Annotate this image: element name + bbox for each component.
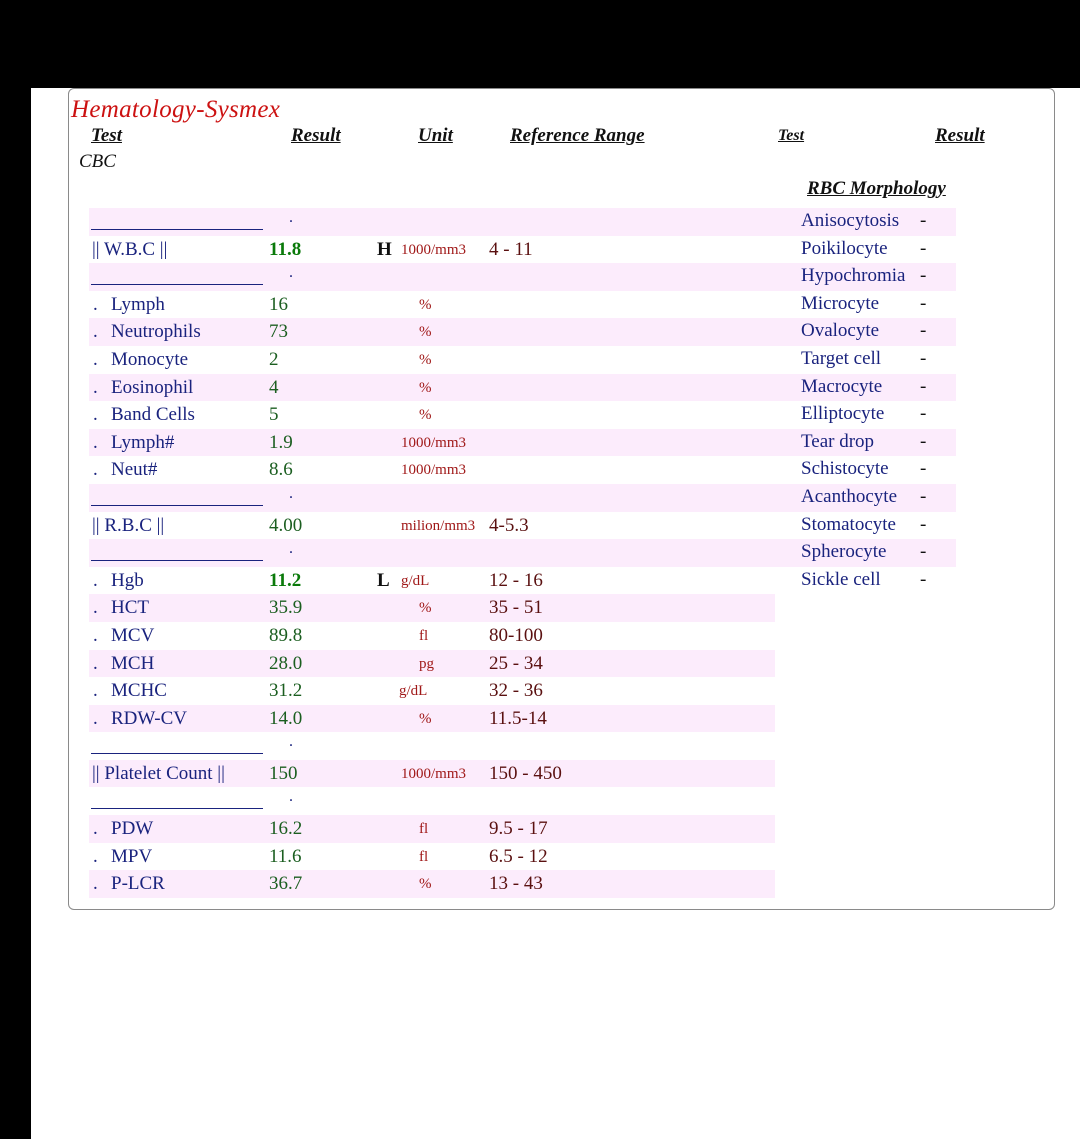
result-value: 4 — [269, 376, 279, 398]
test-name — [93, 818, 154, 840]
test-name — [93, 597, 149, 619]
morphology-row — [774, 401, 956, 429]
header-result: Result — [291, 125, 341, 146]
morphology-result: - — [920, 485, 927, 507]
morphology-name: Spherocyte — [801, 541, 887, 563]
reference-range: 25 - 34 — [489, 652, 543, 674]
unit-value: 1000/mm3 — [401, 462, 467, 479]
table-row — [89, 650, 775, 678]
row-bullet: . — [93, 707, 98, 729]
rbc-morphology-title: RBC Morphology — [807, 178, 946, 199]
row-bullet: . — [93, 873, 98, 895]
morphology-row — [774, 512, 956, 540]
morphology-row — [774, 539, 956, 567]
morphology-name: Stomatocyte — [801, 513, 896, 535]
group-name: || W.B.C || — [92, 238, 168, 260]
row-bullet: . — [93, 680, 98, 702]
test-name-label: MPV — [111, 845, 153, 867]
morphology-result: - — [920, 292, 927, 314]
table-row — [89, 567, 775, 595]
result-value: 11.6 — [269, 845, 302, 867]
test-name — [93, 293, 165, 316]
test-name-label: MCV — [111, 624, 155, 646]
reference-range: 150 - 450 — [489, 762, 562, 784]
unit-value: % — [419, 600, 432, 617]
test-name-label: P-LCR — [111, 873, 165, 895]
result-value: 11.8 — [269, 238, 302, 260]
morphology-result: - — [920, 320, 927, 342]
separator-line — [91, 284, 263, 285]
row-bullet: . — [93, 597, 98, 619]
result-value: 2 — [269, 348, 279, 370]
table-row — [89, 705, 775, 733]
rbc-morphology-table — [774, 208, 956, 594]
reference-range: 80-100 — [489, 624, 543, 646]
separator-line — [91, 229, 263, 230]
header-unit: Unit — [418, 125, 453, 146]
table-row — [89, 622, 775, 650]
result-value: 89.8 — [269, 624, 303, 646]
header-result-morphology: Result — [935, 125, 985, 146]
test-name-label: Neutrophils — [111, 321, 201, 343]
unit-value: % — [419, 876, 432, 893]
separator-dot: . — [289, 484, 293, 502]
unit-value: % — [419, 407, 432, 424]
hematology-report-card — [68, 88, 1055, 910]
separator-dot: . — [289, 788, 293, 806]
cbc-results-table — [89, 208, 775, 898]
result-value: 35.9 — [269, 597, 303, 619]
test-name-label: Eosinophil — [111, 376, 194, 398]
row-bullet: . — [93, 431, 98, 453]
unit-value: fl — [419, 848, 429, 865]
table-row — [89, 346, 775, 374]
result-value: 8.6 — [269, 459, 293, 481]
morphology-name: Macrocyte — [801, 375, 883, 397]
test-name — [93, 321, 201, 343]
unit-value: g/dL — [399, 683, 428, 700]
test-name — [93, 459, 158, 481]
separator-row — [89, 263, 775, 291]
test-name — [93, 348, 189, 371]
unit-value: 1000/mm3 — [401, 241, 467, 258]
unit-value: fl — [419, 627, 429, 644]
morphology-result: - — [920, 403, 927, 425]
morphology-row — [774, 374, 956, 402]
reference-range: 9.5 - 17 — [489, 818, 548, 840]
result-value: 14.0 — [269, 707, 303, 729]
morphology-row — [774, 567, 956, 595]
unit-value: pg — [419, 655, 434, 672]
morphology-result: - — [920, 430, 927, 452]
group-name: || R.B.C || — [92, 514, 165, 536]
morphology-result: - — [920, 265, 927, 287]
table-row — [89, 870, 775, 898]
morphology-row — [774, 263, 956, 291]
test-name — [93, 707, 187, 730]
row-bullet: . — [93, 624, 98, 646]
separator-line — [91, 753, 263, 754]
morphology-name: Sickle cell — [801, 568, 881, 590]
row-bullet: . — [93, 569, 98, 591]
test-name — [93, 873, 165, 895]
morphology-name: Elliptocyte — [801, 403, 885, 425]
test-name-label: HCT — [111, 597, 149, 619]
morphology-row — [774, 456, 956, 484]
row-bullet: . — [93, 376, 98, 398]
morphology-name: Hypochromia — [801, 265, 906, 287]
morphology-name: Poikilocyte — [801, 237, 888, 259]
row-bullet: . — [93, 404, 98, 426]
result-value: 5 — [269, 404, 279, 426]
test-name-label: MCH — [111, 652, 155, 674]
header-test: Test — [91, 125, 122, 146]
table-row — [89, 236, 775, 264]
section-label: CBC — [79, 151, 116, 172]
morphology-result: - — [920, 375, 927, 397]
morphology-name: Tear drop — [801, 430, 875, 452]
test-name — [93, 652, 155, 675]
row-bullet: . — [93, 293, 98, 315]
test-name-label: MCHC — [111, 680, 167, 702]
morphology-row — [774, 318, 956, 346]
morphology-name: Ovalocyte — [801, 320, 880, 342]
morphology-row — [774, 208, 956, 236]
morphology-row — [774, 236, 956, 264]
test-name-label: Monocyte — [111, 348, 189, 370]
separator-dot: . — [289, 733, 293, 751]
unit-value: % — [419, 379, 432, 396]
header-reference-range: Reference Range — [510, 125, 645, 146]
test-name-label: Hgb — [111, 569, 144, 591]
table-row — [89, 318, 775, 346]
unit-value: 1000/mm3 — [401, 434, 467, 451]
morphology-result: - — [920, 347, 927, 369]
result-value: 16 — [269, 293, 288, 315]
test-name-label: Lymph# — [111, 431, 175, 453]
test-name-label: PDW — [111, 818, 154, 840]
reference-range: 4-5.3 — [489, 514, 529, 536]
result-flag: H — [377, 238, 392, 260]
unit-value: milion/mm3 — [401, 517, 476, 534]
unit-value: g/dL — [401, 572, 430, 589]
morphology-row — [774, 429, 956, 457]
morphology-name: Target cell — [801, 347, 882, 369]
row-bullet: . — [93, 348, 98, 370]
test-name-label: RDW-CV — [111, 707, 187, 729]
morphology-result: - — [920, 541, 927, 563]
separator-line — [91, 808, 263, 809]
reference-range: 12 - 16 — [489, 569, 543, 591]
report-title: Hematology-Sysmex — [71, 96, 281, 123]
morphology-result: - — [920, 210, 927, 231]
test-name — [93, 845, 153, 868]
test-name-label: Band Cells — [111, 404, 195, 426]
table-row — [89, 594, 775, 622]
separator-line — [91, 560, 263, 561]
result-value: 28.0 — [269, 652, 303, 674]
unit-value: % — [419, 296, 432, 313]
separator-dot: . — [289, 264, 293, 282]
separator-row — [89, 732, 775, 760]
morphology-result: - — [920, 568, 927, 590]
test-name-label: Lymph — [111, 293, 165, 315]
reference-range: 13 - 43 — [489, 873, 543, 895]
unit-value: % — [419, 324, 432, 341]
row-bullet: . — [93, 652, 98, 674]
result-value: 16.2 — [269, 818, 303, 840]
reference-range: 4 - 11 — [489, 238, 533, 260]
separator-dot: . — [289, 209, 293, 226]
group-name: || Platelet Count || — [92, 762, 225, 784]
morphology-name: Microcyte — [801, 292, 880, 314]
separator-row — [89, 208, 775, 236]
header-test-morphology: Test — [778, 127, 805, 144]
table-row — [89, 760, 775, 788]
row-bullet: . — [93, 321, 98, 343]
result-value: 150 — [269, 762, 298, 784]
separator-row — [89, 484, 775, 512]
separator-line — [91, 505, 263, 506]
test-name — [93, 404, 195, 426]
morphology-name: Anisocytosis — [801, 210, 900, 231]
test-name-label: Neut# — [111, 459, 158, 481]
reference-range: 11.5-14 — [489, 707, 547, 729]
morphology-row — [774, 484, 956, 512]
table-row — [89, 843, 775, 871]
result-value: 4.00 — [269, 514, 303, 536]
morphology-row — [774, 291, 956, 319]
result-value: 11.2 — [269, 569, 302, 591]
table-row — [89, 374, 775, 402]
unit-value: fl — [419, 821, 429, 838]
test-name — [93, 680, 167, 702]
test-name — [93, 431, 175, 454]
row-bullet: . — [93, 818, 98, 840]
morphology-row — [774, 346, 956, 374]
table-row — [89, 401, 775, 429]
separator-dot: . — [289, 540, 293, 558]
result-value: 73 — [269, 321, 288, 343]
morphology-name: Acanthocyte — [801, 485, 898, 507]
test-name — [93, 569, 144, 592]
result-value: 36.7 — [269, 873, 303, 895]
test-name — [93, 624, 155, 647]
reference-range: 6.5 - 12 — [489, 845, 548, 867]
report-page — [31, 88, 1080, 1139]
result-flag: L — [377, 569, 390, 591]
unit-value: % — [419, 710, 432, 727]
table-row — [89, 429, 775, 457]
row-bullet: . — [93, 459, 98, 481]
morphology-name: Schistocyte — [801, 458, 889, 480]
table-row — [89, 512, 775, 540]
result-value: 1.9 — [269, 431, 293, 453]
reference-range: 35 - 51 — [489, 597, 543, 619]
row-bullet: . — [93, 845, 98, 867]
separator-row — [89, 787, 775, 815]
unit-value: 1000/mm3 — [401, 765, 467, 782]
table-row — [89, 456, 775, 484]
reference-range: 32 - 36 — [489, 680, 543, 702]
table-row — [89, 815, 775, 843]
table-row — [89, 291, 775, 319]
morphology-result: - — [920, 237, 927, 259]
unit-value: % — [419, 351, 432, 368]
test-name — [93, 376, 194, 399]
morphology-result: - — [920, 513, 927, 535]
morphology-result: - — [920, 458, 927, 480]
table-row — [89, 677, 775, 705]
separator-row — [89, 539, 775, 567]
result-value: 31.2 — [269, 680, 303, 702]
